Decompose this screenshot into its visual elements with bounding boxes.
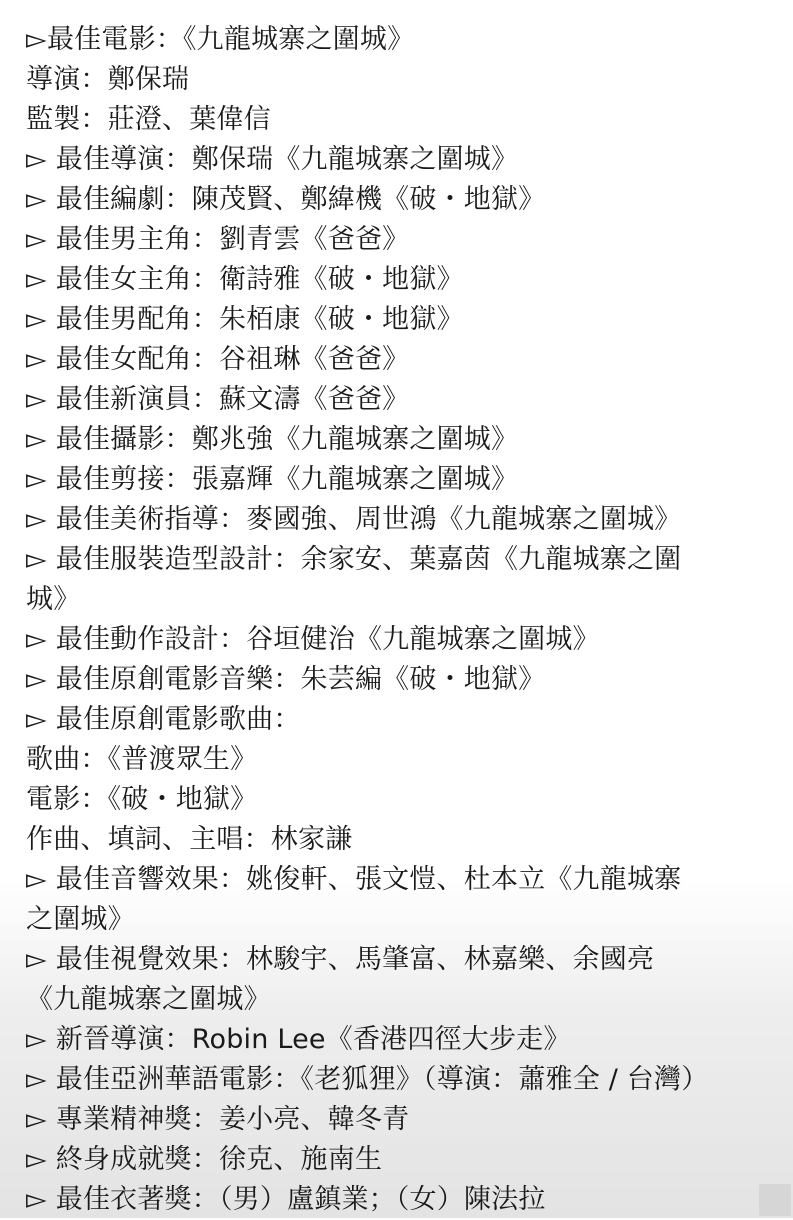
text-line: 之圍城》 [26, 904, 135, 935]
text-line: 導演：鄭保瑞 [26, 64, 190, 95]
text-line: ▻ 新晉導演：Robin Lee《香港四徑大步走》 [26, 1024, 571, 1055]
awards-list-document [26, 20, 786, 1220]
text-line: ▻ 最佳新演員：蘇文濤《爸爸》 [26, 384, 410, 415]
text-line: 歌曲：《普渡眾生》 [26, 744, 258, 775]
text-line: 《九龍城寨之圍城》 [26, 984, 271, 1015]
corner-block [759, 1184, 791, 1216]
text-line: ▻ 最佳音響效果：姚俊軒、張文愷、杜本立《九龍城寨 [26, 864, 682, 895]
text-line: ▻ 最佳原創電影音樂：朱芸編《破・地獄》 [26, 664, 546, 695]
text-line: ▻ 最佳美術指導：麥國強、周世鴻《九龍城寨之圍城》 [26, 504, 682, 535]
text-line: ▻ 最佳男配角：朱栢康《破・地獄》 [26, 304, 464, 335]
text-line: ▻ 最佳亞洲華語電影：《老狐狸》（導演：蕭雅全 / 台灣） [26, 1064, 709, 1095]
text-line: ▻ 最佳服裝造型設計：余家安、葉嘉茵《九龍城寨之圍 [26, 544, 682, 575]
text-line: ▻ 專業精神獎：姜小亮、韓冬青 [26, 1104, 410, 1135]
text-line: 電影：《破・地獄》 [26, 784, 258, 815]
text-line: ▻ 最佳導演：鄭保瑞《九龍城寨之圍城》 [26, 144, 519, 175]
text-line: ▻ 最佳原創電影歌曲： [26, 704, 301, 735]
text-line: ▻ 最佳編劇：陳茂賢、鄭緯機《破・地獄》 [26, 184, 546, 215]
text-line: ▻ 最佳女配角：谷祖琳《爸爸》 [26, 344, 410, 375]
text-line: ▻ 最佳女主角：衛詩雅《破・地獄》 [26, 264, 464, 295]
text-line: ▻ 最佳男主角：劉青雲《爸爸》 [26, 224, 410, 255]
text-line: ▻ 最佳衣著獎：（男）盧鎮業；（女）陳法拉 [26, 1184, 546, 1215]
text-line: ▻ 終身成就獎：徐克、施南生 [26, 1144, 383, 1175]
text-line: 作曲、填詞、主唱：林家謙 [26, 824, 353, 855]
text-line: 城》 [26, 584, 81, 615]
text-line: 監製：莊澄、葉偉信 [26, 104, 271, 135]
text-line: ▻ 最佳攝影：鄭兆強《九龍城寨之圍城》 [26, 424, 519, 455]
text-line: ▻ 最佳動作設計：谷垣健治《九龍城寨之圍城》 [26, 624, 600, 655]
text-line: ▻最佳電影：《九龍城寨之圍城》 [26, 24, 415, 55]
text-line: ▻ 最佳視覺效果：林駿宇、馬肇富、林嘉樂、余國亮 [26, 944, 655, 975]
text-line: ▻ 最佳剪接：張嘉輝《九龍城寨之圍城》 [26, 464, 519, 495]
